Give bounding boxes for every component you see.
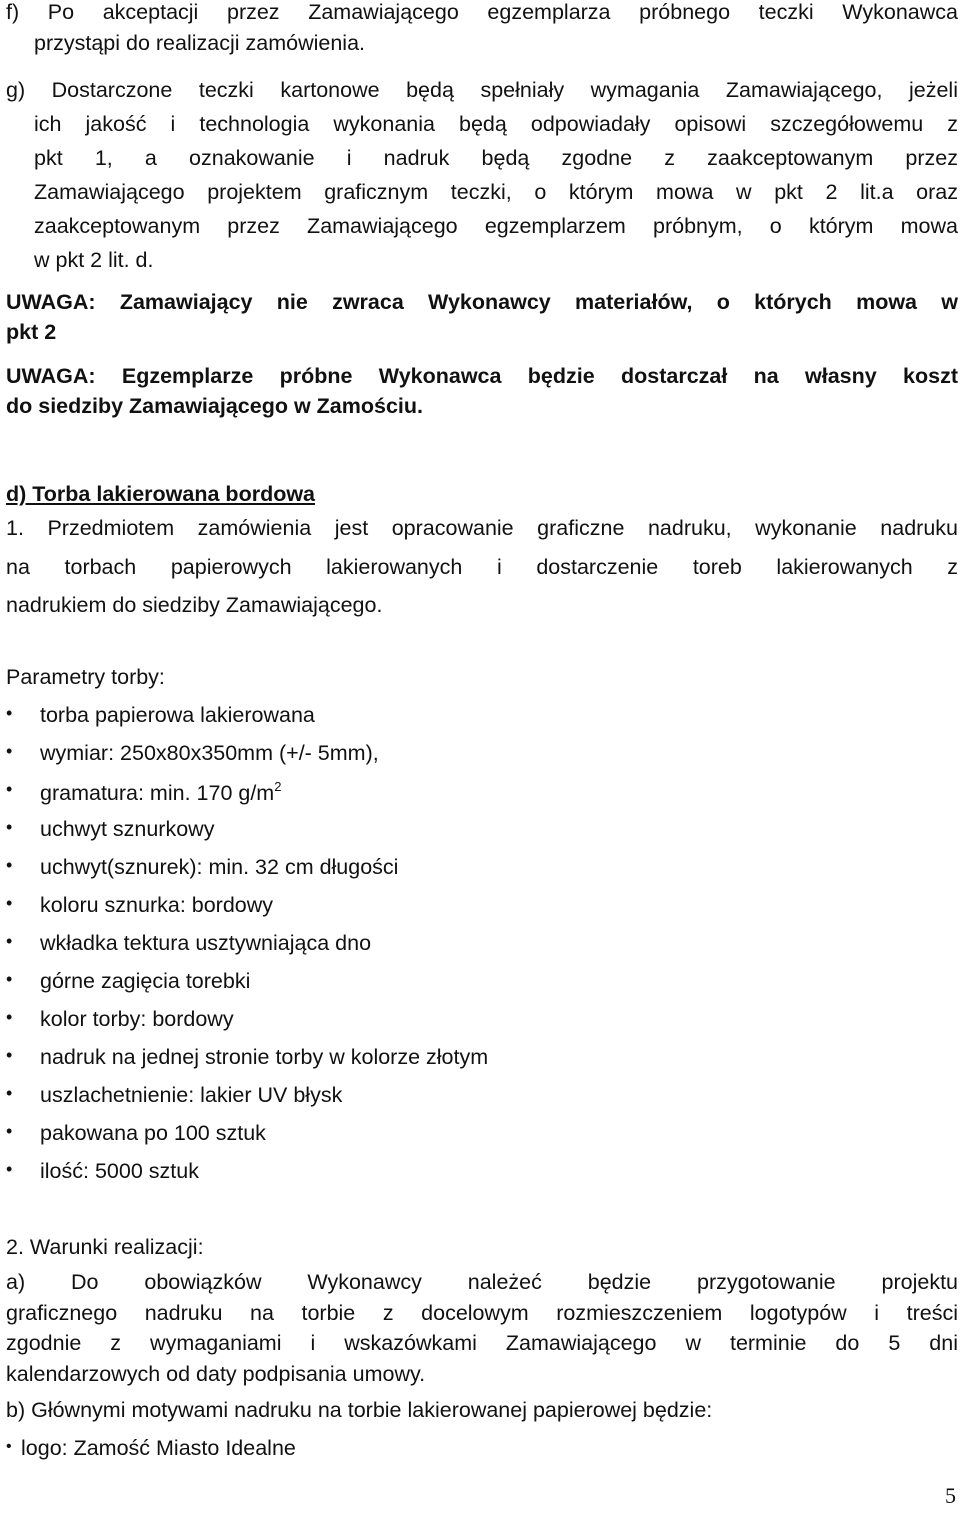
section-d-p1-line-1: 1. Przedmiotem zamówienia jest opracowanie graficzne nadruku, wykonanie nadruku	[6, 516, 958, 540]
warunki-b-line: b) Głównymi motywami nadruku na torbie lakierowanej papierowej będzie:	[6, 1398, 713, 1422]
bullet-icon: •	[6, 817, 13, 837]
bullet-icon: •	[6, 1438, 12, 1455]
uwaga-2-line-1: UWAGA: Egzemplarze próbne Wykonawca będzie dostarczał na własny koszt	[6, 364, 958, 388]
warunki-a-line-4: kalendarzowych od daty podpisania umowy.	[6, 1362, 426, 1386]
params-label: Parametry torby:	[6, 665, 165, 689]
section-g-line-6: w pkt 2 lit. d.	[34, 248, 154, 272]
uwaga-1-line-1: UWAGA: Zamawiający nie zwraca Wykonawcy materiałów, o których mowa w	[6, 290, 958, 314]
section-g-line-4: Zamawiającego projektem graficznym teczki, o którym mowa w pkt 2 lit.a oraz	[34, 180, 958, 204]
bullet-icon: •	[6, 1083, 13, 1103]
section-g-line-1: g) Dostarczone teczki kartonowe będą spełniały wymagania Zamawiającego, jeżeli	[6, 78, 958, 102]
gramatura-text: gramatura: min. 170 g/m	[40, 781, 275, 805]
bullet-icon: •	[6, 1045, 13, 1065]
warunki-a-line-2: graficznego nadruku na torbie z docelowym rozmieszczeniem logotypów i treści	[6, 1301, 958, 1325]
section-d-p1-line-3: nadrukiem do siedziby Zamawiającego.	[6, 593, 383, 617]
bullet-icon: •	[6, 779, 13, 799]
section-d-p1-line-2: na torbach papierowych lakierowanych i dostarczenie toreb lakierowanych z	[6, 555, 958, 579]
bullet-icon: •	[6, 855, 13, 875]
bullet-icon: •	[6, 931, 13, 951]
bullet-icon: •	[6, 1121, 13, 1141]
bullet-icon: •	[6, 741, 13, 761]
warunki-label: 2. Warunki realizacji:	[6, 1235, 204, 1259]
bullet-icon: •	[6, 1007, 13, 1027]
warunki-a-line-3: zgodnie z wymaganiami i wskazówkami Zamawiającego w terminie do 5 dni	[6, 1331, 958, 1355]
section-g-line-3: pkt 1, a oznakowanie i nadruk będą zgodne z zaakceptowanym przez	[34, 146, 958, 170]
warunki-a-line-1: a) Do obowiązków Wykonawcy należeć będzie przygotowanie projektu	[6, 1270, 958, 1294]
uwaga-2-line-2: do siedziby Zamawiającego w Zamościu.	[6, 394, 423, 418]
page-number: 5	[945, 1483, 956, 1508]
section-f-line-2: przystąpi do realizacji zamówienia.	[34, 31, 366, 55]
bullet-icon: •	[6, 893, 13, 913]
uwaga-1-line-2: pkt 2	[6, 320, 57, 344]
bullet-icon: •	[6, 969, 13, 989]
section-f-line-1: f) Po akceptacji przez Zamawiającego egzemplarza próbnego teczki Wykonawca	[6, 0, 958, 24]
logo-line: logo: Zamość Miasto Idealne	[21, 1436, 296, 1460]
bullet-icon: •	[6, 1159, 13, 1179]
section-g-line-5: zaakceptowanym przez Zamawiającego egzemplarzem próbnym, o którym mowa	[34, 214, 958, 238]
bullet-icon: •	[6, 703, 13, 723]
section-g-line-2: ich jakość i technologia wykonania będą odpowiadały opisowi szczegółowemu z	[34, 112, 958, 136]
gramatura-superscript: 2	[274, 779, 282, 794]
section-d-heading: d) Torba lakierowana bordowa	[6, 482, 316, 506]
